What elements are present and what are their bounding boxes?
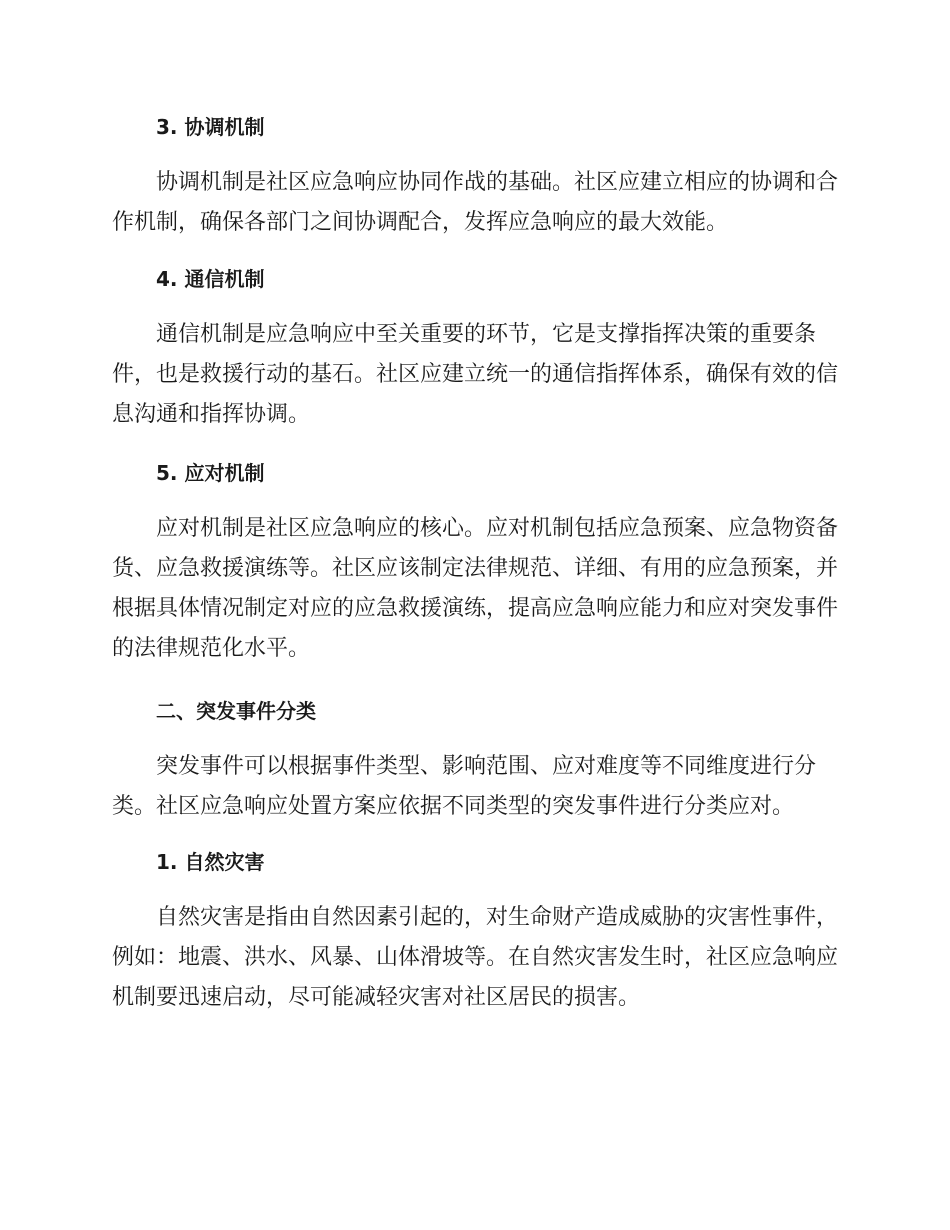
paragraph-line: 的法律规范化水平。 [112,636,311,661]
section-paragraph-natural-disaster [112,898,839,1018]
paragraph-line: 息沟通和指挥协调。 [112,402,311,427]
section-heading-classification: 二、突发事件分类 [156,699,316,723]
paragraph-line: 件，也是救援行动的基石。社区应建立统一的通信指挥体系，确保有效的信 [112,362,839,387]
paragraph-line: 应对机制是社区应急响应的核心。应对机制包括应急预案、应急物资备 [156,516,839,541]
paragraph-line: 类。社区应急响应处置方案应依据不同类型的突发事件进行分类应对。 [112,794,795,819]
section-heading-communication: 4. 通信机制 [156,267,265,291]
paragraph-line: 例如：地震、洪水、风暴、山体滑坡等。在自然灾害发生时，社区应急响应 [112,945,839,970]
paragraph-line: 通信机制是应急响应中至关重要的环节，它是支撑指挥决策的重要条 [156,322,817,347]
paragraph-line: 突发事件可以根据事件类型、影响范围、应对难度等不同维度进行分 [156,754,817,779]
section-paragraph-communication [112,315,839,435]
paragraph-line: 货、应急救援演练等。社区应该制定法律规范、详细、有用的应急预案，并 [112,556,839,581]
paragraph-line: 根据具体情况制定对应的应急救援演练，提高应急响应能力和应对突发事件 [112,596,839,621]
section-paragraph-classification [112,747,834,827]
paragraph-line: 自然灾害是指由自然因素引起的，对生命财产造成威胁的灾害性事件， [156,905,839,930]
paragraph-line: 协调机制是社区应急响应协同作战的基础。社区应建立相应的协调和合 [156,170,839,195]
section-heading-coordination: 3. 协调机制 [156,115,265,139]
section-heading-natural-disaster: 1. 自然灾害 [156,850,265,874]
section-paragraph-coordination [112,163,839,243]
paragraph-line: 机制要迅速启动，尽可能减轻灾害对社区居民的损害。 [112,985,641,1010]
section-paragraph-response [112,509,839,669]
section-heading-response: 5. 应对机制 [156,461,265,485]
paragraph-line: 作机制，确保各部门之间协调配合，发挥应急响应的最大效能。 [112,210,729,235]
